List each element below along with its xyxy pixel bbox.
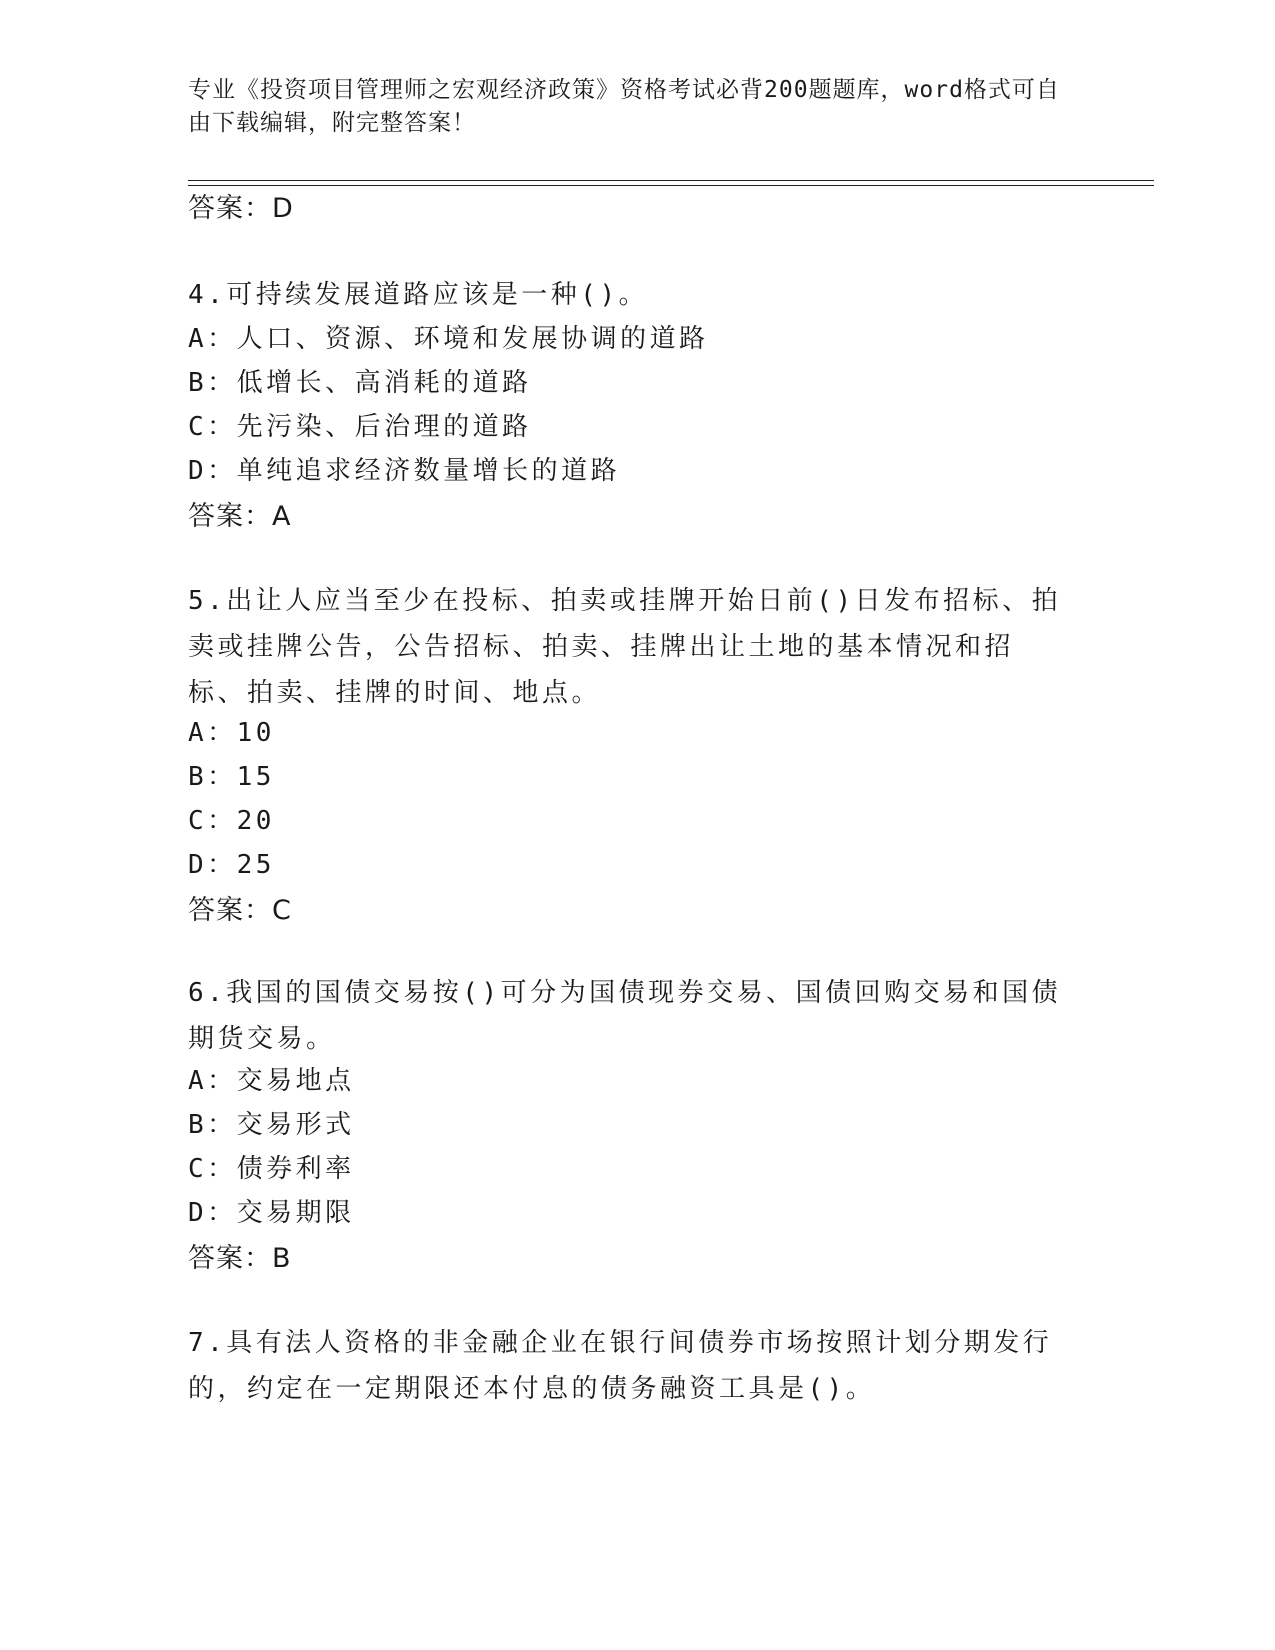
answer-label: 答案：B <box>188 1243 292 1274</box>
option-c: C：债券利率 <box>188 1154 355 1184</box>
question-text: 5.出让人应当至少在投标、拍卖或挂牌开始日前()日发布招标、拍卖或挂牌公告，公告招标、拍卖、挂牌出让土地的基本情况和招标、拍卖、挂牌的时间、地点。 <box>188 586 1062 708</box>
option-b: B：低增长、高消耗的道路 <box>188 368 532 398</box>
option-a: A：人口、资源、环境和发展协调的道路 <box>188 324 709 354</box>
option-b: B：交易形式 <box>188 1110 355 1140</box>
option-d: D：25 <box>188 850 275 880</box>
question-text: 6.我国的国债交易按()可分为国债现券交易、国债回购交易和国债期货交易。 <box>188 978 1062 1054</box>
option-a: A：交易地点 <box>188 1066 355 1096</box>
option-d: D：交易期限 <box>188 1198 355 1228</box>
header-divider-top <box>188 180 1154 181</box>
answer-label: 答案：C <box>188 895 292 926</box>
option-c: C：先污染、后治理的道路 <box>188 412 532 442</box>
question-text: 7.具有法人资格的非金融企业在银行间债券市场按照计划分期发行的，约定在一定期限还本付息的债务融资工具是()。 <box>188 1328 1053 1404</box>
answer-label: 答案：A <box>188 501 292 532</box>
option-b: B：15 <box>188 762 275 792</box>
option-a: A：10 <box>188 718 275 748</box>
answer-label: 答案：D <box>188 193 294 224</box>
question-text: 4.可持续发展道路应该是一种()。 <box>188 280 649 310</box>
header-divider-bottom <box>188 185 1154 186</box>
option-c: C：20 <box>188 806 275 836</box>
option-d: D：单纯追求经济数量增长的道路 <box>188 456 621 486</box>
header-intro: 专业《投资项目管理师之宏观经济政策》资格考试必背200题题库，word格式可自由下载编辑，附完整答案！ <box>188 77 1060 136</box>
